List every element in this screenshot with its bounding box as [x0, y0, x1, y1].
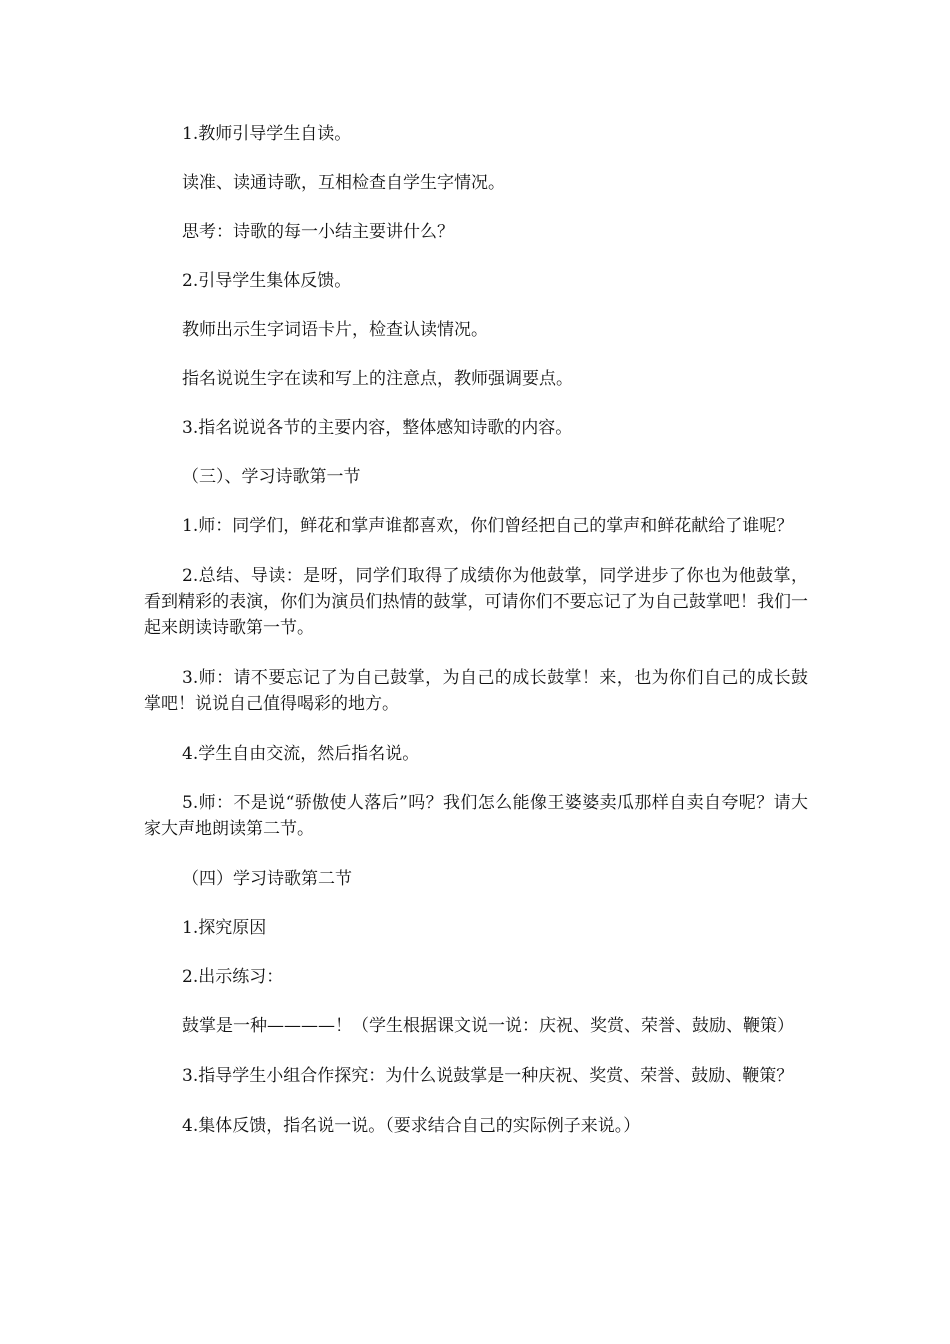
paragraph: 3.指名说说各节的主要内容，整体感知诗歌的内容。 — [182, 418, 573, 438]
paragraph: 3.指导学生小组合作探究：为什么说鼓掌是一种庆祝、奖赏、荣誉、鼓励、鞭策？ — [182, 1066, 794, 1086]
document-body — [144, 121, 808, 1162]
paragraph: 2.引导学生集体反馈。 — [182, 271, 352, 291]
paragraph: 5.师：不是说“骄傲使人落后”吗？我们怎么能像王婆婆卖瓜那样自卖自夸呢？请大家大声地朗读第二节。 — [144, 793, 808, 839]
paragraph: 教师出示生字词语卡片，检查认读情况。 — [182, 320, 488, 340]
section-heading: （四）学习诗歌第二节 — [182, 869, 352, 889]
paragraph: 鼓掌是一种————！（学生根据课文说一说：庆祝、奖赏、荣誉、鼓励、鞭策） — [182, 1016, 794, 1036]
paragraph: 思考：诗歌的每一小结主要讲什么？ — [182, 222, 454, 242]
paragraph: 2.总结、导读：是呀，同学们取得了成绩你为他鼓掌，同学进步了你也为他鼓掌，看到精彩的表演，你们为演员们热情的鼓掌，可请你们不要忘记了为自己鼓掌吧！我们一起来朗读诗歌第一节。 — [144, 566, 808, 638]
paragraph: 3.师：请不要忘记了为自己鼓掌，为自己的成长鼓掌！来，也为你们自己的成长鼓掌吧！说说自己值得喝彩的地方。 — [144, 668, 808, 714]
paragraph: 4.集体反馈，指名说一说。（要求结合自己的实际例子来说。） — [182, 1116, 641, 1136]
paragraph: 指名说说生字在读和写上的注意点，教师强调要点。 — [182, 369, 573, 389]
paragraph: 2.出示练习： — [182, 967, 284, 987]
paragraph: 1.师：同学们，鲜花和掌声谁都喜欢，你们曾经把自己的掌声和鲜花献给了谁呢？ — [182, 516, 794, 536]
paragraph: 1.探究原因 — [182, 918, 267, 938]
section-heading: （三）、学习诗歌第一节 — [182, 467, 361, 487]
paragraph: 读准、读通诗歌，互相检查自学生字情况。 — [182, 173, 505, 193]
paragraph: 1.教师引导学生自读。 — [182, 124, 352, 144]
paragraph: 4.学生自由交流，然后指名说。 — [182, 744, 420, 764]
